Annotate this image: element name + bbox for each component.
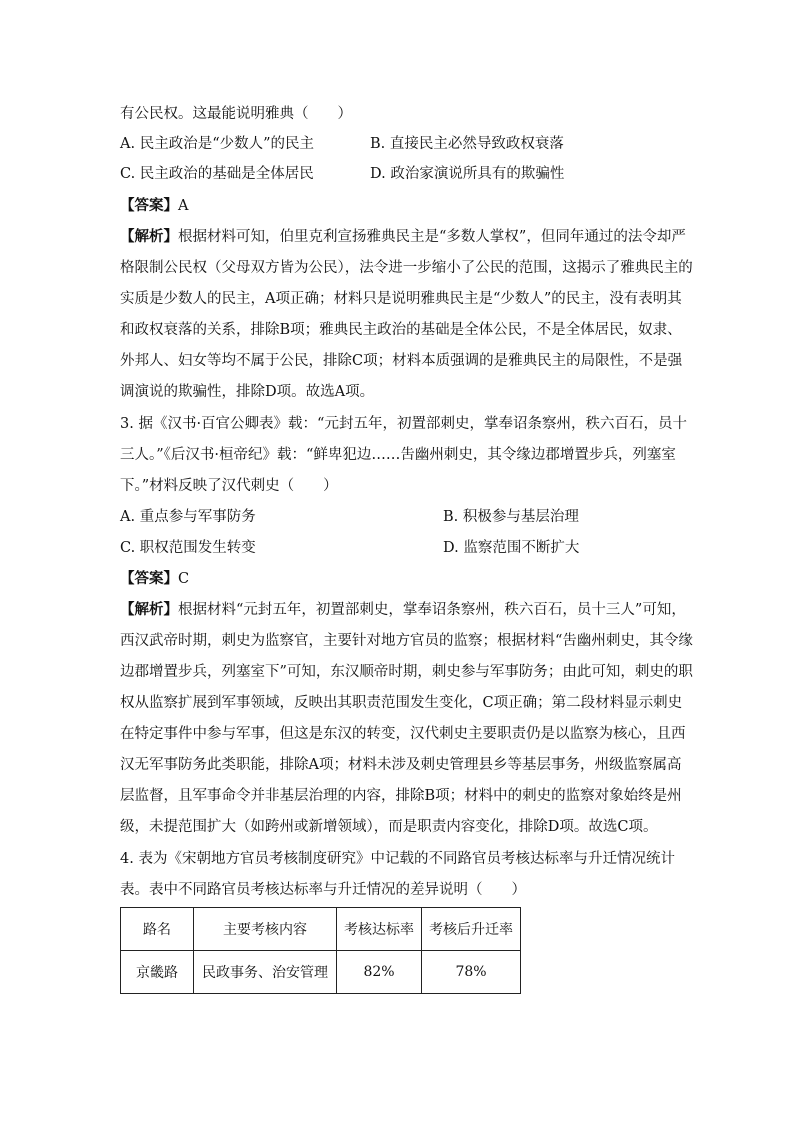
q3-analysis-line-1 [120, 600, 686, 620]
table-header-cell: 考核达标率 [337, 908, 422, 951]
q2-analysis-line-3: 实质是少数人的民主，A项正确；材料只是说明雅典民主是“少数人”的民主，没有表明其 [120, 291, 682, 307]
q2-analysis-line-6: 调演说的欺骗性，排除D项。故选A项。 [120, 384, 375, 400]
q2-option-a: A. 民主政治是“少数人”的民主 [120, 136, 315, 152]
analysis-text: 根据材料“元封五年，初置部刺史，掌奉诏条察州，秩六百石，员十三人”可知， [178, 602, 686, 618]
q3-stem-line-3: 下。”材料反映了汉代刺史（ ） [120, 478, 338, 494]
q3-stem-line-2: 三人。”《后汉书·桓帝纪》载：“鲜卑犯边……吿幽州刺史，其令缘边郡增置步兵，列塞室 [120, 447, 676, 463]
table-header-cell: 考核后升迁率 [422, 908, 521, 951]
table-header-cell: 主要考核内容 [194, 908, 337, 951]
q3-analysis-line-7: 层监督，且军事命令并非基层治理的内容，排除B项；材料中的刺史的监察对象始终是州 [120, 788, 682, 804]
answer-tag: 【答案】 [120, 197, 178, 214]
q2-analysis-line-1 [120, 227, 686, 247]
q4-stem-line-2: 表。表中不同路官员考核达标率与升迁情况的差异说明（ ） [120, 882, 526, 898]
table-cell: 78% [422, 951, 521, 994]
table-header-cell: 路名 [121, 908, 194, 951]
statistics-table [120, 907, 521, 994]
answer-value: C [178, 571, 190, 587]
q2-option-c: C. 民主政治的基础是全体居民 [120, 166, 314, 182]
q2-answer [120, 196, 188, 216]
table-cell: 京畿路 [121, 951, 194, 994]
table-cell: 82% [337, 951, 422, 994]
q3-analysis-line-6: 汉无军事防务此类职能，排除A项；材料未涉及刺史管理县乡等基层事务，州级监察属高 [120, 757, 682, 773]
table-header-row [121, 908, 521, 951]
q2-analysis-line-4: 和政权衰落的关系，排除B项；雅典民主政治的基础是全体公民，不是全体居民，奴隶、 [120, 322, 682, 338]
answer-value: A [178, 198, 189, 214]
q3-analysis-line-3: 边郡增置步兵，列塞室下”可知，东汉顺帝时期，刺史参与军事防务；由此可知，刺史的职 [120, 664, 693, 680]
q3-analysis-line-8: 级，未提范围扩大（如跨州或新增领域），而是职责内容变化，排除D项。故选C项。 [120, 819, 658, 835]
q3-analysis-line-2: 西汉武帝时期，刺史为监察官，主要针对地方官员的监察；根据材料“吿幽州刺史，其令缘 [120, 633, 693, 649]
q3-answer [120, 569, 189, 589]
table-row [121, 951, 521, 994]
q2-option-d: D. 政治家演说所具有的欺骗性 [370, 166, 565, 182]
q4-stem-line-1: 4. 表为《宋朝地方官员考核制度研究》中记载的不同路官员考核达标率与升迁情况统计 [120, 851, 675, 867]
q2-stem-tail: 有公民权。这最能说明雅典（ ） [120, 106, 352, 122]
analysis-tag: 【解析】 [120, 228, 178, 245]
q3-analysis-line-4: 权从监察扩展到军事领域，反映出其职责范围发生变化，C项正确；第二段材料显示刺史 [120, 695, 683, 711]
analysis-tag: 【解析】 [120, 601, 178, 618]
answer-tag: 【答案】 [120, 570, 178, 587]
q2-option-b: B. 直接民主必然导致政权衰落 [370, 136, 564, 152]
table-cell: 民政事务、治安管理 [194, 951, 337, 994]
q3-option-c: C. 职权范围发生转变 [120, 540, 256, 556]
q3-stem-line-1: 3. 据《汉书·百官公卿表》载：“元封五年，初置部刺史，掌奉诏条察州，秩六百石，员十 [120, 416, 687, 432]
q3-option-b: B. 积极参与基层治理 [443, 509, 579, 525]
q3-analysis-line-5: 在特定事件中参与军事，但这是东汉的转变，汉代刺史主要职责仍是以监察为核心，且西 [120, 726, 686, 742]
analysis-text: 根据材料可知，伯里克利宣扬雅典民主是“多数人掌权”，但同年通过的法令却严 [178, 229, 686, 245]
q2-analysis-line-2: 格限制公民权（父母双方皆为公民），法令进一步缩小了公民的范围，这揭示了雅典民主的 [120, 260, 693, 276]
q3-option-d: D. 监察范围不断扩大 [443, 540, 580, 556]
q3-option-a: A. 重点参与军事防务 [120, 509, 256, 525]
q2-analysis-line-5: 外邦人、妇女等均不属于公民，排除C项；材料本质强调的是雅典民主的局限性，不是强 [120, 353, 683, 369]
